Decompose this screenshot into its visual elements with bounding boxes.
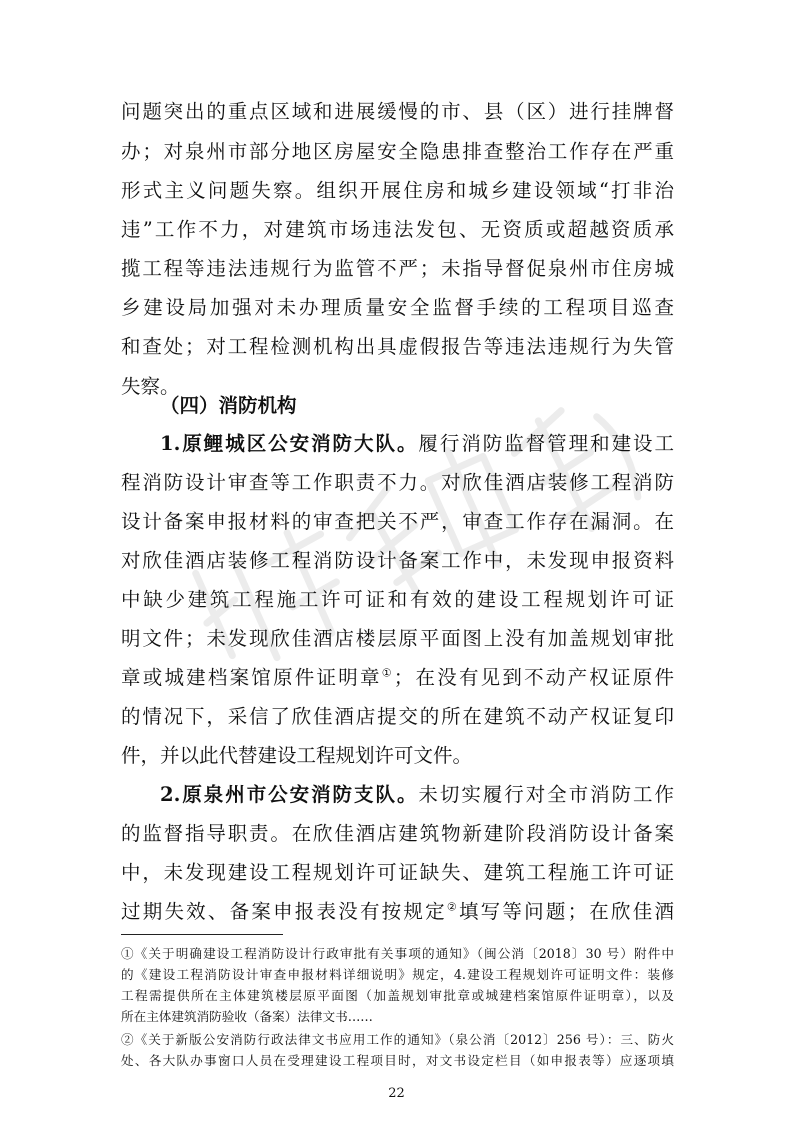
body-line: 中，未发现建设工程规划许可证缺失、建筑工程施工许可证	[121, 861, 674, 884]
body-line: 中缺少建筑工程施工许可证和有效的建设工程规划许可证	[121, 588, 674, 611]
footnote-line: 工程需提供所在主体建筑楼层原平面图（加盖规划审批章或城建档案馆原件证明章），以及	[121, 988, 674, 1003]
footnote-ref-2[interactable]: ②	[446, 900, 459, 914]
item1-title: 1.原鲤城区公安消防大队。	[160, 432, 419, 455]
body-line: 乡建设局加强对未办理质量安全监督手续的工程项目巡查	[121, 296, 674, 319]
body-line: 揽工程等违法违规行为监管不严；未指导督促泉州市住房城	[121, 257, 674, 280]
section-heading: （四）消防机构	[160, 394, 297, 417]
footnote-text-before: 过期失效、备案申报表没有按规定	[121, 900, 447, 923]
body-line: 的监督指导职责。在欣佳酒店建筑物新建阶段消防设计备案	[121, 822, 674, 845]
body-line-with-footnote	[121, 897, 674, 927]
body-line: 件，并以此代替建设工程规划许可文件。	[121, 744, 473, 767]
item2-first-line	[160, 780, 674, 810]
footnote-line: 处、各大队办事窗口人员在受理建设工程项目时，对文书设定栏目（如申报表等）应逐项填	[121, 1053, 674, 1068]
footnote-divider	[121, 934, 283, 935]
item2-first-line-text: 未切实履行对全市消防工作	[418, 783, 674, 806]
footnote-ref-1[interactable]: ①	[381, 666, 394, 680]
item1-first-line	[160, 429, 674, 459]
footnote-text-after: 填写等问题；在欣佳酒	[458, 900, 674, 923]
body-line: 违”工作不力，对建筑市场违法发包、无资质或超越资质承	[121, 218, 674, 241]
body-line: 明文件；未发现欣佳酒店楼层原平面图上没有加盖规划审批	[121, 627, 674, 650]
body-line: 设计备案申报材料的审查把关不严，审查工作存在漏洞。在	[121, 510, 674, 533]
body-line: 和查处；对工程检测机构出具虚假报告等违法违规行为失管	[121, 335, 674, 358]
footnote-line: 所在主体建筑消防验收（备案）法律文书……	[121, 1009, 373, 1024]
footnote-line: ①《关于明确建设工程消防设计行政审批有关事项的通知》（闽公消〔2018〕30 号）附件中	[121, 946, 674, 961]
body-line: 程消防设计审查等工作职责不力。对欣佳酒店装修工程消防	[121, 471, 674, 494]
body-line: 问题突出的重点区域和进展缓慢的市、县（区）进行挂牌督	[121, 100, 674, 123]
footnote-line: ②《关于新版公安消防行政法律文书应用工作的通知》（泉公消〔2012〕256 号）：三、防火	[121, 1032, 674, 1047]
body-line: 失察。	[121, 375, 180, 398]
body-line-with-footnote	[121, 663, 674, 693]
item2-title: 2.原泉州市公安消防支队。	[160, 783, 419, 806]
page-number: 22	[388, 1086, 405, 1101]
body-line: 对欣佳酒店装修工程消防设计备案工作中，未发现申报资料	[121, 549, 674, 572]
item1-first-line-text: 履行消防监督管理和建设工	[418, 432, 674, 455]
body-line: 办；对泉州市部分地区房屋安全隐患排查整治工作存在严重	[121, 140, 674, 163]
footnote-text-after: ；在没有见到不动产权证原件	[393, 666, 674, 689]
body-line: 的情况下，采信了欣佳酒店提交的所在建筑不动产权证复印	[121, 705, 674, 728]
footnote-text-before: 章或城建档案馆原件证明章	[121, 666, 382, 689]
body-line: 形式主义问题失察。组织开展住房和城乡建设领域“打非治	[121, 179, 674, 202]
footnote-line: 的《建设工程消防设计审查申报材料详细说明》规定，4.建设工程规划许可证明文件：装修	[121, 967, 674, 982]
